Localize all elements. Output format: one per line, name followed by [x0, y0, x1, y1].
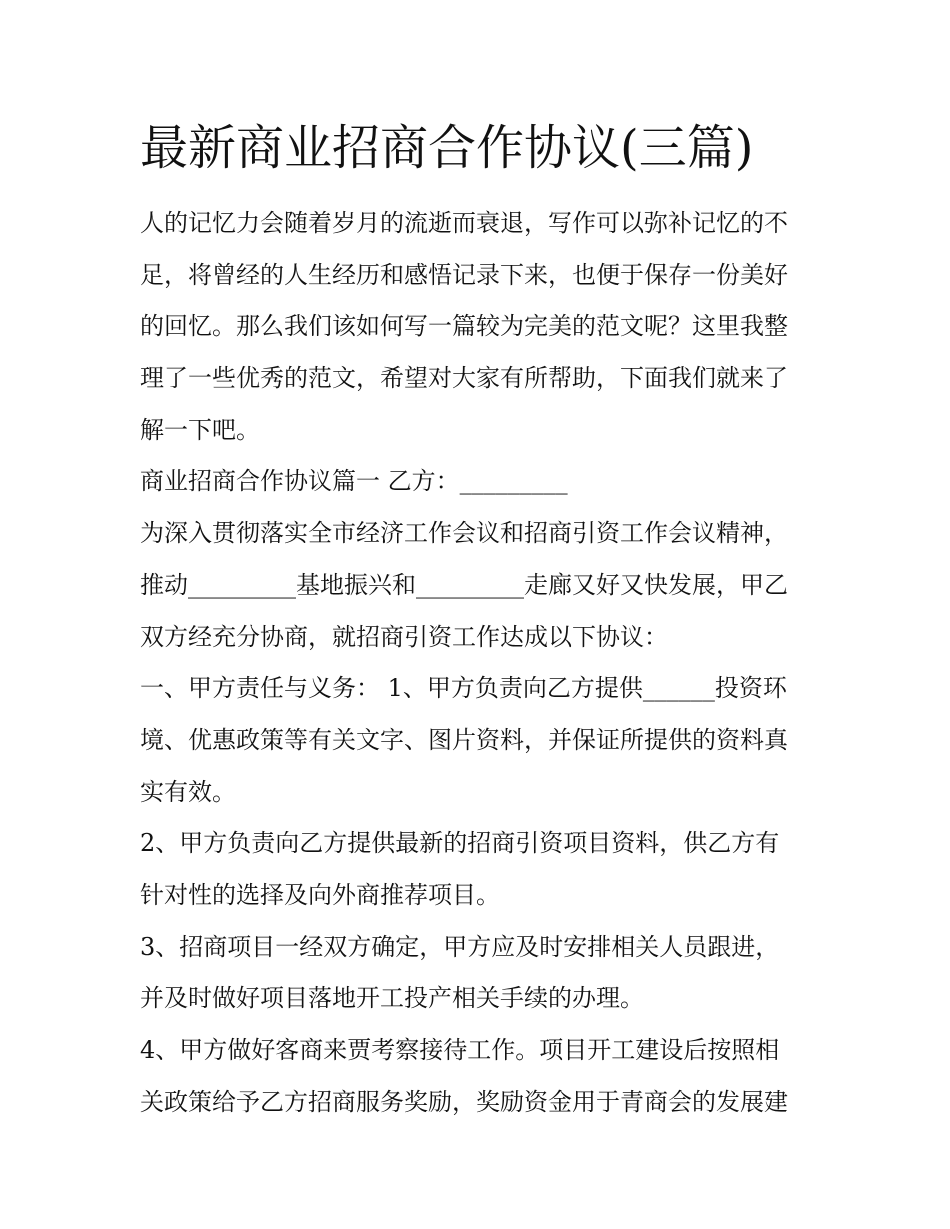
document-body: [140, 198, 820, 1128]
clause-4-paragraph: [140, 1025, 820, 1128]
text-line: 实有效。: [140, 777, 236, 806]
text-line: 的回忆。那么我们该如何写一篇较为完美的范文呢？这里我整: [140, 312, 788, 341]
text-line: 境、优惠政策等有关文字、图片资料，并保证所提供的资料真: [140, 725, 788, 754]
text-line: 关政策给予乙方招商服务奖励，奖励资金用于青商会的发展建: [140, 1087, 788, 1116]
text-line: 2、甲方负责向乙方提供最新的招商引资项目资料，供乙方有: [140, 829, 780, 858]
intro-paragraph: [140, 198, 820, 456]
clause-1-paragraph: [140, 663, 820, 818]
text-line: 足，将曾经的人生经历和感悟记录下来，也便于保存一份美好: [140, 260, 788, 289]
text-line: 商业招商合作协议篇一 乙方：_________: [140, 467, 568, 496]
document-title: 最新商业招商合作协议(三篇): [140, 120, 754, 176]
text-line: 3、招商项目一经双方确定，甲方应及时安排相关人员跟进，: [140, 932, 780, 961]
text-line: 为深入贯彻落实全市经济工作会议和招商引资工作会议精神，: [140, 519, 788, 548]
text-line: 针对性的选择及向外商推荐项目。: [140, 880, 500, 909]
text-line: 并及时做好项目落地开工投产相关手续的办理。: [140, 984, 644, 1013]
clause-3-paragraph: [140, 922, 820, 1025]
text-line: 理了一些优秀的范文，希望对大家有所帮助，下面我们就来了: [140, 364, 788, 393]
purpose-paragraph: [140, 508, 820, 663]
text-line: 双方经充分协商，就招商引资工作达成以下协议：: [140, 622, 668, 651]
clause-2-paragraph: [140, 818, 820, 921]
text-line: 推动_________基地振兴和_________走廊又好又快发展，甲乙: [140, 570, 788, 599]
text-line: 解一下吧。: [140, 415, 260, 444]
text-line: 4、甲方做好客商来贾考察接待工作。项目开工建设后按照相: [140, 1036, 780, 1064]
section-heading-paragraph: [140, 456, 820, 508]
text-line: 一、甲方责任与义务： 1、甲方负责向乙方提供______投资环: [140, 674, 787, 703]
text-line: 人的记忆力会随着岁月的流逝而衰退，写作可以弥补记忆的不: [140, 209, 788, 237]
